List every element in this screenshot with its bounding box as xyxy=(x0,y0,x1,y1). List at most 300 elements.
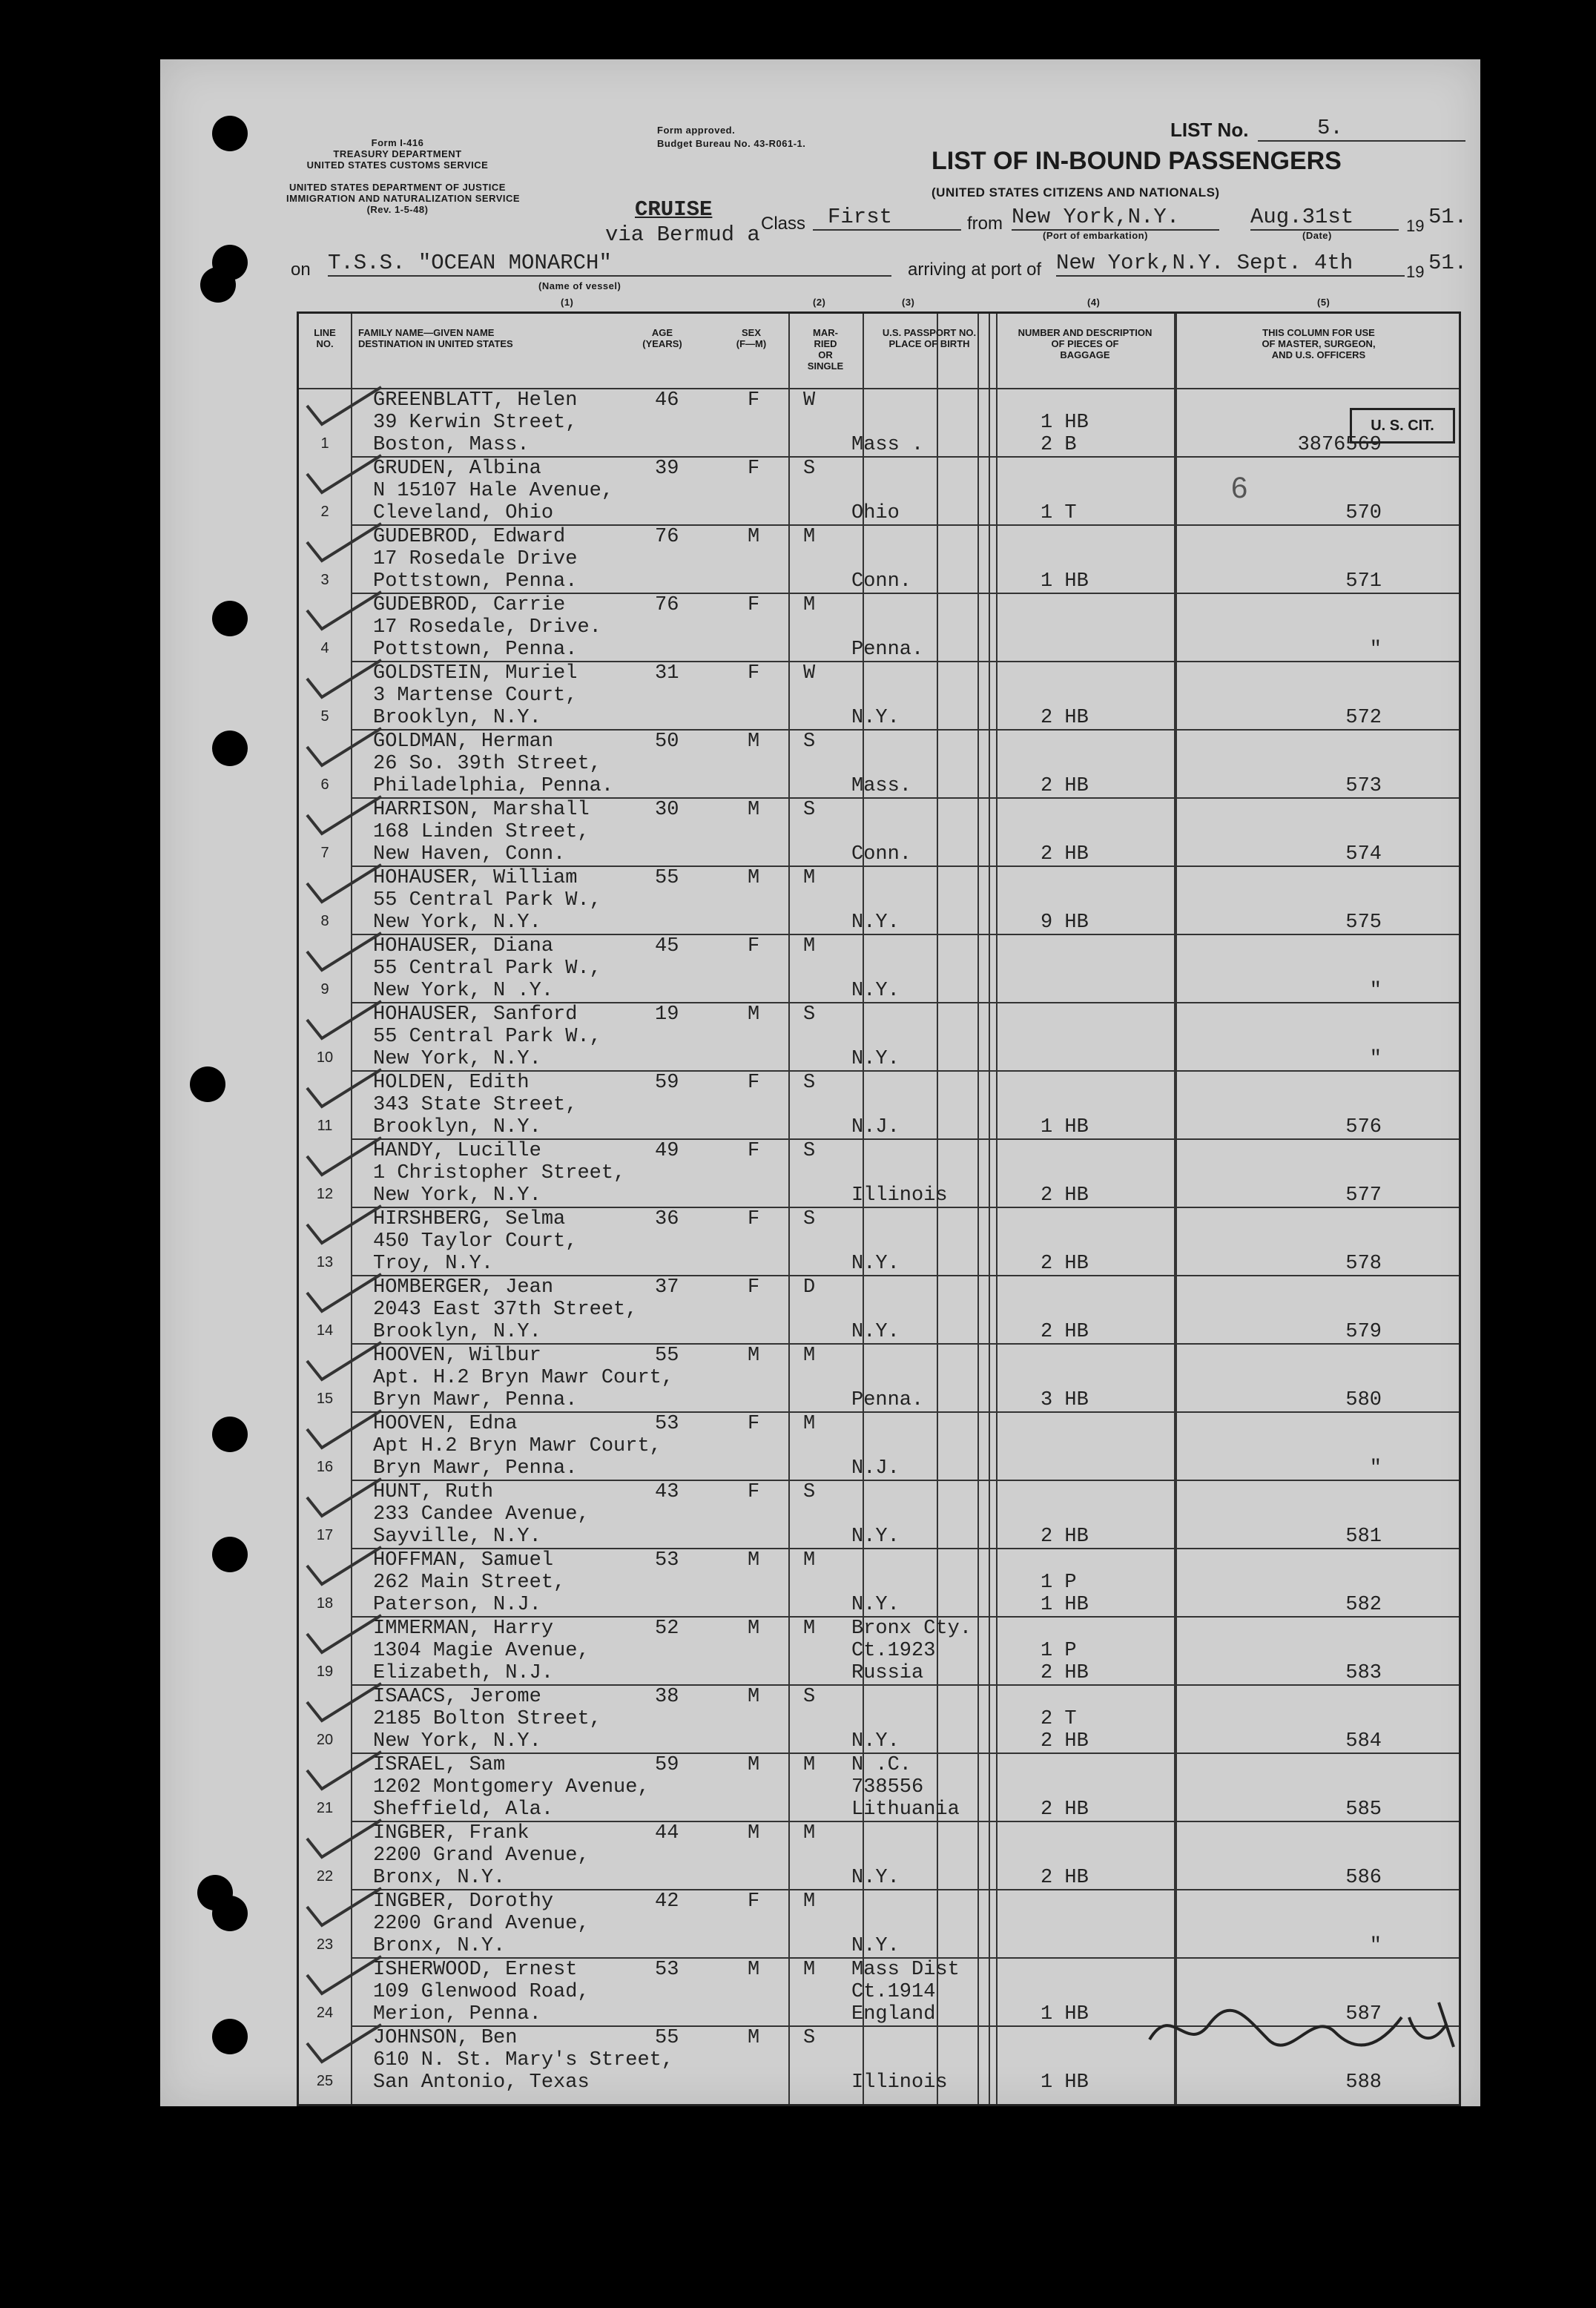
passenger-name: GRUDEN, Albina xyxy=(373,458,541,480)
col-num-3: (3) xyxy=(902,297,915,308)
age: 19 xyxy=(655,1003,679,1026)
cruise: CRUISE xyxy=(635,197,713,222)
address-line-2: Bryn Mawr, Penna. xyxy=(373,1457,578,1480)
passenger-name: HOOVEN, Wilbur xyxy=(373,1345,541,1367)
baggage-line-2: 2 HB xyxy=(1041,775,1089,797)
address-line-1: 262 Main Street, xyxy=(373,1572,566,1594)
sex: M xyxy=(748,1959,760,1981)
list-no-label: LIST No. xyxy=(1170,119,1249,141)
address-line-1: 17 Rosedale, Drive. xyxy=(373,616,601,639)
sex: F xyxy=(748,662,760,685)
table-row xyxy=(299,729,1459,797)
birth-place: N.Y. xyxy=(851,1594,900,1616)
arriving-label: arriving at port of xyxy=(908,260,1042,280)
passenger-name: HUNT, Ruth xyxy=(373,1481,494,1503)
address-line-1: 55 Central Park W., xyxy=(373,1026,601,1048)
address-line-1: 2043 East 37th Street, xyxy=(373,1299,638,1321)
binder-hole xyxy=(212,116,248,151)
address-line-1: 2185 Bolton Street, xyxy=(373,1708,601,1730)
year-prefix: 19 xyxy=(1406,217,1425,235)
baggage-line-2: 2 HB xyxy=(1041,1253,1089,1275)
baggage-line-2: 2 HB xyxy=(1041,1321,1089,1343)
header-baggage: NUMBER AND DESCRIPTION OF PIECES OF BAGGAGE xyxy=(1018,327,1153,360)
header-passport: U.S. PASSPORT NO. PLACE OF BIRTH xyxy=(882,327,977,349)
address-line-1: 1202 Montgomery Avenue, xyxy=(373,1776,650,1798)
marital-status: S xyxy=(803,1003,816,1026)
sex: M xyxy=(748,1686,760,1708)
address-line-1: 55 Central Park W., xyxy=(373,957,601,980)
address-line-1: 1 Christopher Street, xyxy=(373,1162,626,1184)
baggage-line-1: 2 T xyxy=(1041,1708,1077,1730)
birth-place: N.J. xyxy=(851,1457,900,1480)
line-number: 5 xyxy=(320,708,329,725)
address-line-2: Boston, Mass. xyxy=(373,434,530,456)
passport-line-1: N .C. xyxy=(851,1754,912,1776)
sex: F xyxy=(748,1413,760,1435)
officer-number: 579 xyxy=(1345,1321,1382,1343)
birth-place: Illinois xyxy=(851,2071,948,2094)
birth-place: N.J. xyxy=(851,1116,900,1138)
passenger-name: ISRAEL, Sam xyxy=(373,1754,506,1776)
address-line-2: Paterson, N.J. xyxy=(373,1594,541,1616)
handwritten-signature xyxy=(1142,1988,1468,2069)
officer-number: " xyxy=(1369,980,1382,1002)
table-row xyxy=(299,934,1459,1002)
age: 53 xyxy=(655,1959,679,1981)
line-number: 6 xyxy=(320,777,329,793)
birth-place: Penna. xyxy=(851,1389,924,1411)
age: 55 xyxy=(655,1345,679,1367)
line-number: 9 xyxy=(320,981,329,998)
marital-status: M xyxy=(803,1413,816,1435)
age: 50 xyxy=(655,731,679,753)
line-number: 25 xyxy=(316,2073,334,2089)
officer-number: 578 xyxy=(1345,1253,1382,1275)
age: 46 xyxy=(655,389,679,412)
list-no: 5. xyxy=(1258,116,1465,142)
officer-number: 588 xyxy=(1345,2071,1382,2094)
officer-number: 585 xyxy=(1345,1798,1382,1821)
binder-hole xyxy=(212,731,248,766)
header-sex: SEX (F—M) xyxy=(736,327,767,349)
depart-date: Aug.31st xyxy=(1250,205,1399,231)
arrival-port-date: New York,N.Y. Sept. 4th xyxy=(1056,251,1405,277)
sex: F xyxy=(748,935,760,957)
baggage-line-2: 1 T xyxy=(1041,502,1077,524)
table-row xyxy=(299,524,1459,593)
passenger-name: GOLDSTEIN, Muriel xyxy=(373,662,578,685)
passport-line-1: Bronx Cty. xyxy=(851,1618,972,1640)
address-line-2: New York, N.Y. xyxy=(373,1184,541,1207)
col-num-5: (5) xyxy=(1317,297,1330,308)
line-number: 18 xyxy=(316,1595,334,1612)
sex: M xyxy=(748,526,760,548)
officer-number: 583 xyxy=(1345,1662,1382,1684)
table-row xyxy=(299,1548,1459,1616)
line-number: 23 xyxy=(316,1936,334,1953)
list-subtitle: (UNITED STATES CITIZENS AND NATIONALS) xyxy=(931,185,1220,200)
marital-status: M xyxy=(803,1345,816,1367)
birth-place: Ohio xyxy=(851,502,900,524)
birth-place: Conn. xyxy=(851,843,912,865)
birth-place: Illinois xyxy=(851,1184,948,1207)
passport-line-2: 738556 xyxy=(851,1776,924,1798)
age: 44 xyxy=(655,1822,679,1844)
age: 55 xyxy=(655,867,679,889)
address-line-2: New Haven, Conn. xyxy=(373,843,566,865)
baggage-line-2: 1 HB xyxy=(1041,1116,1089,1138)
via: via Bermud a xyxy=(605,222,760,247)
age: 45 xyxy=(655,935,679,957)
marital-status: M xyxy=(803,1618,816,1640)
address-line-1: 17 Rosedale Drive xyxy=(373,548,578,570)
marital-status: S xyxy=(803,731,816,753)
address-line-1: 610 N. St. Mary's Street, xyxy=(373,2049,674,2071)
address-line-2: Bronx, N.Y. xyxy=(373,1935,506,1957)
list-title: LIST OF IN-BOUND PASSENGERS xyxy=(931,147,1342,175)
table-row xyxy=(299,1684,1459,1753)
passenger-name: GUDEBROD, Edward xyxy=(373,526,566,548)
officer-number: 576 xyxy=(1345,1116,1382,1138)
table-row xyxy=(299,1070,1459,1138)
marital-status: S xyxy=(803,458,816,480)
birth-place: Penna. xyxy=(851,639,924,661)
passenger-name: ISHERWOOD, Ernest xyxy=(373,1959,578,1981)
address-line-2: Bryn Mawr, Penna. xyxy=(373,1389,578,1411)
sex: F xyxy=(748,1072,760,1094)
officer-number: 582 xyxy=(1345,1594,1382,1616)
birth-place: N.Y. xyxy=(851,1935,900,1957)
marital-status: M xyxy=(803,526,816,548)
address-line-2: Brooklyn, N.Y. xyxy=(373,1321,541,1343)
line-number: 19 xyxy=(316,1664,334,1680)
header-married: MAR- RIED OR SINGLE xyxy=(807,327,844,372)
marital-status: W xyxy=(803,389,816,412)
baggage-line-2: 2 HB xyxy=(1041,1730,1089,1753)
binder-hole xyxy=(212,1417,248,1452)
line-number: 3 xyxy=(320,572,329,588)
table-row xyxy=(299,661,1459,729)
date-label: (Date) xyxy=(1302,230,1332,241)
line-number: 8 xyxy=(320,913,329,929)
line-number: 20 xyxy=(316,1732,334,1748)
baggage-line-2: 1 HB xyxy=(1041,2071,1089,2094)
age: 59 xyxy=(655,1754,679,1776)
sex: F xyxy=(748,1481,760,1503)
address-line-2: Pottstown, Penna. xyxy=(373,639,578,661)
table-row xyxy=(299,797,1459,865)
passenger-name: GUDEBROD, Carrie xyxy=(373,594,566,616)
binder-hole xyxy=(212,1896,248,1931)
form-approved: Form approved. xyxy=(657,125,736,136)
line-number: 12 xyxy=(316,1186,334,1202)
revision: (Rev. 1-5-48) xyxy=(366,204,429,215)
class-value: First xyxy=(813,205,961,231)
from-label: from xyxy=(967,214,1003,234)
officer-number: " xyxy=(1369,1935,1382,1957)
officer-number: " xyxy=(1369,1048,1382,1070)
passenger-name: HANDY, Lucille xyxy=(373,1140,541,1162)
baggage-line-1: 1 HB xyxy=(1041,412,1089,434)
officer-number: 573 xyxy=(1345,775,1382,797)
table-row xyxy=(299,1002,1459,1070)
address-line-1: N 15107 Hale Avenue, xyxy=(373,480,614,502)
treasury-dept: TREASURY DEPARTMENT xyxy=(333,148,462,159)
sex: M xyxy=(748,731,760,753)
address-line-2: Bronx, N.Y. xyxy=(373,1867,506,1889)
line-number: 15 xyxy=(316,1391,334,1407)
officer-number: 570 xyxy=(1345,502,1382,524)
passenger-name: HOOVEN, Edna xyxy=(373,1413,518,1435)
baggage-line-2: 9 HB xyxy=(1041,911,1089,934)
birth-place: N.Y. xyxy=(851,1048,900,1070)
table-row xyxy=(299,1138,1459,1207)
line-number: 16 xyxy=(316,1459,334,1475)
table-row xyxy=(299,388,1459,456)
class-label: Class xyxy=(761,214,806,234)
sex: F xyxy=(748,1276,760,1299)
marital-status: S xyxy=(803,1140,816,1162)
age: 59 xyxy=(655,1072,679,1094)
table-row xyxy=(299,1343,1459,1411)
passenger-table xyxy=(297,311,1461,2106)
col-num-2: (2) xyxy=(813,297,826,308)
marital-status: M xyxy=(803,867,816,889)
line-number: 24 xyxy=(316,2005,334,2021)
officer-number: " xyxy=(1369,639,1382,661)
form-number: Form I-416 xyxy=(371,137,424,148)
passenger-name: IMMERMAN, Harry xyxy=(373,1618,554,1640)
passenger-name: HARRISON, Marshall xyxy=(373,799,590,821)
age: 39 xyxy=(655,458,679,480)
address-line-1: Apt H.2 Bryn Mawr Court, xyxy=(373,1435,662,1457)
birth-place: N.Y. xyxy=(851,911,900,934)
baggage-line-1: 1 P xyxy=(1041,1572,1077,1594)
age: 36 xyxy=(655,1208,679,1230)
justice-dept: UNITED STATES DEPARTMENT OF JUSTICE xyxy=(289,182,506,193)
age: 49 xyxy=(655,1140,679,1162)
passenger-name: ISAACS, Jerome xyxy=(373,1686,541,1708)
baggage-line-2: 2 HB xyxy=(1041,707,1089,729)
officer-number: 574 xyxy=(1345,843,1382,865)
address-line-2: Brooklyn, N.Y. xyxy=(373,707,541,729)
address-line-1: 55 Central Park W., xyxy=(373,889,601,911)
birth-place: N.Y. xyxy=(851,707,900,729)
passenger-name: GREENBLATT, Helen xyxy=(373,389,578,412)
address-line-1: 2200 Grand Avenue, xyxy=(373,1913,590,1935)
passenger-name: HOLDEN, Edith xyxy=(373,1072,530,1094)
sex: F xyxy=(748,1890,760,1913)
line-number: 17 xyxy=(316,1527,334,1543)
marital-status: M xyxy=(803,1822,816,1844)
binder-hole xyxy=(200,267,236,303)
table-row xyxy=(299,456,1459,524)
address-line-1: 343 State Street, xyxy=(373,1094,578,1116)
baggage-line-2: 2 B xyxy=(1041,434,1077,456)
col-num-1: (1) xyxy=(561,297,574,308)
officer-number: 575 xyxy=(1345,911,1382,934)
birth-place: Conn. xyxy=(851,570,912,593)
passenger-name: JOHNSON, Ben xyxy=(373,2027,518,2049)
ins-service: IMMIGRATION AND NATURALIZATION SERVICE xyxy=(286,193,521,204)
age: 53 xyxy=(655,1549,679,1572)
arrive-year-prefix: 19 xyxy=(1406,263,1425,281)
birth-place: N.Y. xyxy=(851,1867,900,1889)
baggage-line-2: 2 HB xyxy=(1041,1798,1089,1821)
marital-status: M xyxy=(803,1959,816,1981)
birth-place: Mass . xyxy=(851,434,924,456)
on-label: on xyxy=(291,260,311,280)
officer-number: 587 xyxy=(1345,2003,1382,2025)
officer-number: 572 xyxy=(1345,707,1382,729)
marital-status: S xyxy=(803,1072,816,1094)
table-row xyxy=(299,1207,1459,1275)
binder-hole xyxy=(212,1537,248,1572)
header-officers: THIS COLUMN FOR USE OF MASTER, SURGEON, AND U.S. OFFICERS xyxy=(1262,327,1376,360)
birth-place: N.Y. xyxy=(851,1253,900,1275)
table-row xyxy=(299,865,1459,934)
officer-number: " xyxy=(1369,1457,1382,1480)
vessel-name: T.S.S. "OCEAN MONARCH" xyxy=(328,251,891,277)
marital-status: M xyxy=(803,1890,816,1913)
sex: M xyxy=(748,799,760,821)
address-line-2: New York, N.Y. xyxy=(373,1730,541,1753)
sex: M xyxy=(748,1754,760,1776)
passenger-name: GOLDMAN, Herman xyxy=(373,731,554,753)
address-line-1: 168 Linden Street, xyxy=(373,821,590,843)
baggage-line-2: 2 HB xyxy=(1041,1662,1089,1684)
binder-hole xyxy=(190,1066,225,1102)
officer-number: 580 xyxy=(1345,1389,1382,1411)
table-row xyxy=(299,1821,1459,1889)
age: 42 xyxy=(655,1890,679,1913)
age: 76 xyxy=(655,526,679,548)
handwritten-6: 6 xyxy=(1231,472,1248,504)
baggage-line-2: 2 HB xyxy=(1041,843,1089,865)
baggage-line-2: 2 HB xyxy=(1041,1867,1089,1889)
age: 31 xyxy=(655,662,679,685)
marital-status: M xyxy=(803,1754,816,1776)
line-number: 11 xyxy=(317,1118,333,1134)
from-port: New York,N.Y. xyxy=(1012,205,1219,231)
marital-status: M xyxy=(803,935,816,957)
officer-number: 584 xyxy=(1345,1730,1382,1753)
line-number: 22 xyxy=(316,1868,334,1885)
marital-status: S xyxy=(803,2027,816,2049)
passenger-name: HOHAUSER, Sanford xyxy=(373,1003,578,1026)
marital-status: M xyxy=(803,1549,816,1572)
sex: F xyxy=(748,1208,760,1230)
address-line-2: Troy, N.Y. xyxy=(373,1253,494,1275)
us-citizen-stamp: U. S. CIT. xyxy=(1350,408,1455,444)
marital-status: D xyxy=(803,1276,816,1299)
address-line-2: Elizabeth, N.J. xyxy=(373,1662,554,1684)
baggage-line-2: 2 HB xyxy=(1041,1526,1089,1548)
age: 53 xyxy=(655,1413,679,1435)
header-divider xyxy=(299,388,1459,389)
vessel-label: (Name of vessel) xyxy=(538,280,621,291)
passport-line-2: Ct.1914 xyxy=(851,1981,936,2003)
address-line-2: San Antonio, Texas xyxy=(373,2071,590,2094)
address-line-2: New York, N.Y. xyxy=(373,911,541,934)
marital-status: S xyxy=(803,1686,816,1708)
sex: F xyxy=(748,1140,760,1162)
passenger-name: HOFFMAN, Samuel xyxy=(373,1549,554,1572)
table-row xyxy=(299,1753,1459,1821)
officer-number: 586 xyxy=(1345,1867,1382,1889)
sex: F xyxy=(748,594,760,616)
address-line-1: 450 Taylor Court, xyxy=(373,1230,578,1253)
sex: M xyxy=(748,867,760,889)
port-embark-label: (Port of embarkation) xyxy=(1043,230,1148,241)
age: 52 xyxy=(655,1618,679,1640)
sex: M xyxy=(748,1345,760,1367)
address-line-2: Philadelphia, Penna. xyxy=(373,775,614,797)
budget-bureau: Budget Bureau No. 43-R061-1. xyxy=(657,138,806,149)
birth-place: England xyxy=(851,2003,936,2025)
age: 38 xyxy=(655,1686,679,1708)
baggage-line-1: 1 P xyxy=(1041,1640,1077,1662)
marital-status: S xyxy=(803,799,816,821)
passenger-name: INGBER, Frank xyxy=(373,1822,530,1844)
address-line-1: 233 Candee Avenue, xyxy=(373,1503,590,1526)
address-line-2: Brooklyn, N.Y. xyxy=(373,1116,541,1138)
header-age: AGE (YEARS) xyxy=(642,327,682,349)
customs-service: UNITED STATES CUSTOMS SERVICE xyxy=(306,159,489,171)
binder-hole xyxy=(212,2019,248,2054)
line-number: 21 xyxy=(316,1800,334,1816)
passport-line-1: Mass Dist xyxy=(851,1959,960,1981)
passport-line-2: Ct.1923 xyxy=(851,1640,936,1662)
birth-place: Mass. xyxy=(851,775,912,797)
header-name: FAMILY NAME—GIVEN NAME DESTINATION IN UNITED STATES xyxy=(358,327,513,349)
age: 37 xyxy=(655,1276,679,1299)
table-row xyxy=(299,1616,1459,1684)
address-line-1: 109 Glenwood Road, xyxy=(373,1981,590,2003)
passenger-name: HOHAUSER, William xyxy=(373,867,578,889)
sex: M xyxy=(748,1549,760,1572)
address-line-2: Cleveland, Ohio xyxy=(373,502,554,524)
address-line-2: New York, N .Y. xyxy=(373,980,554,1002)
col-num-4: (4) xyxy=(1087,297,1101,308)
age: 55 xyxy=(655,2027,679,2049)
line-number: 1 xyxy=(320,435,329,452)
address-line-2: Pottstown, Penna. xyxy=(373,570,578,593)
sex: F xyxy=(748,389,760,412)
table-row xyxy=(299,1889,1459,1957)
table-row xyxy=(299,593,1459,661)
sex: M xyxy=(748,1618,760,1640)
header-line-no: LINE NO. xyxy=(314,327,336,349)
table-row xyxy=(299,1480,1459,1548)
officer-number: 577 xyxy=(1345,1184,1382,1207)
address-line-1: 39 Kerwin Street, xyxy=(373,412,578,434)
officer-number: 571 xyxy=(1345,570,1382,593)
marital-status: S xyxy=(803,1481,816,1503)
line-number: 14 xyxy=(316,1322,334,1339)
marital-status: M xyxy=(803,594,816,616)
line-number: 10 xyxy=(316,1049,334,1066)
age: 30 xyxy=(655,799,679,821)
passenger-name: HOHAUSER, Diana xyxy=(373,935,554,957)
marital-status: W xyxy=(803,662,816,685)
baggage-line-2: 1 HB xyxy=(1041,1594,1089,1616)
marital-status: S xyxy=(803,1208,816,1230)
sex: M xyxy=(748,1003,760,1026)
passenger-name: HOMBERGER, Jean xyxy=(373,1276,554,1299)
address-line-2: Sheffield, Ala. xyxy=(373,1798,554,1821)
birth-place: N.Y. xyxy=(851,1321,900,1343)
